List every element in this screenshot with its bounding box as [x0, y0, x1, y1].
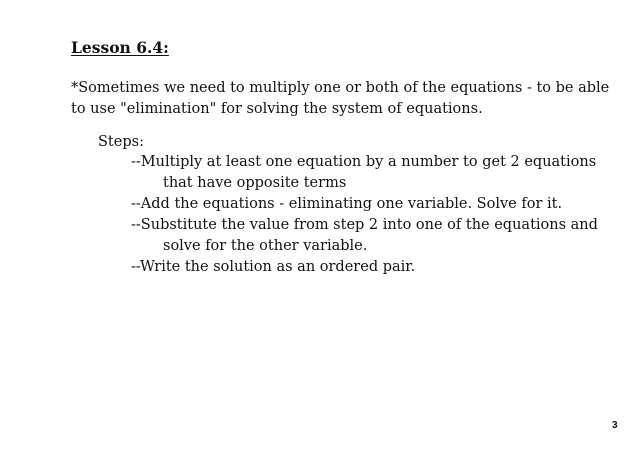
step-line: --Substitute the value from step 2 into one of the equations and: [131, 217, 598, 233]
intro-paragraph: [71, 78, 609, 120]
step-line: --Multiply at least one equation by a number to get 2 equations: [131, 154, 597, 170]
steps-heading: Steps:: [98, 134, 144, 150]
lesson-title: Lesson 6.4:: [71, 38, 169, 57]
page-number: 3: [612, 420, 618, 431]
step-line: --Write the solution as an ordered pair.: [131, 259, 416, 275]
intro-line-2: to use "elimination" for solving the system of equations.: [71, 101, 483, 117]
step-line: --Add the equations - eliminating one variable. Solve for it.: [131, 196, 563, 212]
step-line-continuation: that have opposite terms: [163, 175, 347, 191]
intro-line-1: *Sometimes we need to multiply one or both of the equations - to be able: [71, 80, 610, 96]
step-line-continuation: solve for the other variable.: [163, 238, 368, 254]
